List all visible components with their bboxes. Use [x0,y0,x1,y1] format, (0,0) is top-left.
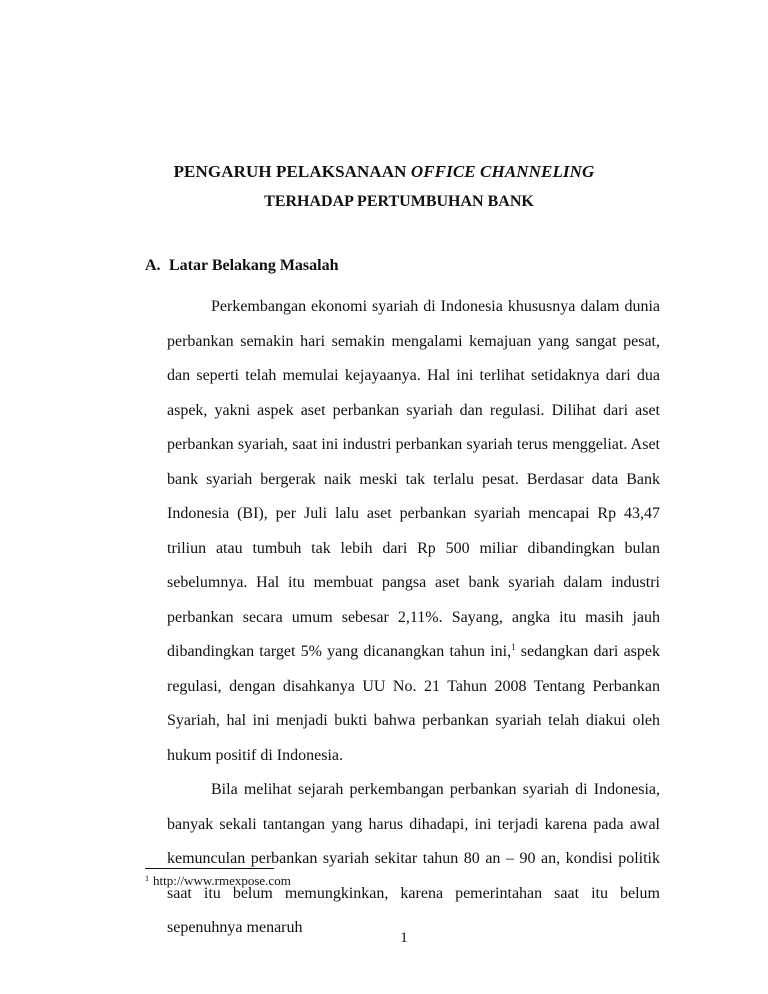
section-number: A. [145,257,161,274]
footnote [145,873,291,889]
paragraph-2: Bila melihat sejarah perkembangan perbankan syariah di Indonesia, banyak sekali tantangan yang harus dihadapi, ini terjadi karena pada awal kemunculan perbankan syariah sekitar tahun 80 an – 90 an, kondisi politik saat itu belum memungkinkan, karena pemerintahan saat itu belum sepenuhnya menaruh [167,781,660,936]
section-heading [145,257,339,275]
footnote-number: 1 [145,874,149,883]
page-number: 1 [400,930,408,946]
footnote-text: http://www.rmexpose.com [153,873,291,888]
paragraph-1-part-2: sedangkan dari aspek regulasi, dengan disahkanya UU No. 21 Tahun 2008 Tentang Perbankan Syariah, hal ini menjadi bukti bahwa perbankan syariah telah diakui oleh hukum positif di Indonesia. [167,643,660,764]
title-line-1 [0,162,768,182]
paragraph-1 [167,290,660,773]
section-heading-text: Latar Belakang Masalah [169,257,339,274]
paragraph-1-part-1: Perkembangan ekonomi syariah di Indonesia khususnya dalam dunia perbankan semakin hari semakin mengalami kemajuan yang sangat pesat, dan seperti telah memulai kejayaanya. Hal ini terlihat setidaknya dari dua aspek, yakni aspek aset perbankan syariah dan regulasi. Dilihat dari aset perbankan syariah, saat ini industri perbankan syariah terus menggeliat. Aset bank syariah bergerak naik meski tak terlalu pesat. Berdasar data Bank Indonesia (BI), per Juli lalu aset perbankan syariah mencapai Rp 43,47 triliun atau tumbuh tak lebih dari Rp 500 miliar dibandingkan bulan sebelumnya. Hal itu membuat pangsa aset bank syariah dalam industri perbankan secara umum sebesar 2,11%. Sayang, angka itu masih jauh dibandingkan target 5% yang dicanangkan tahun ini, [167,298,660,660]
footnote-separator [145,868,274,869]
title-line-2: TERHADAP PERTUMBUHAN BANK [264,193,534,210]
title-italic-text: OFFICE CHANNELING [410,162,595,181]
footnote-reference: 1 [511,642,516,652]
body-text [167,290,660,946]
title-regular-text: PENGARUH PELAKSANAAN [173,162,411,181]
